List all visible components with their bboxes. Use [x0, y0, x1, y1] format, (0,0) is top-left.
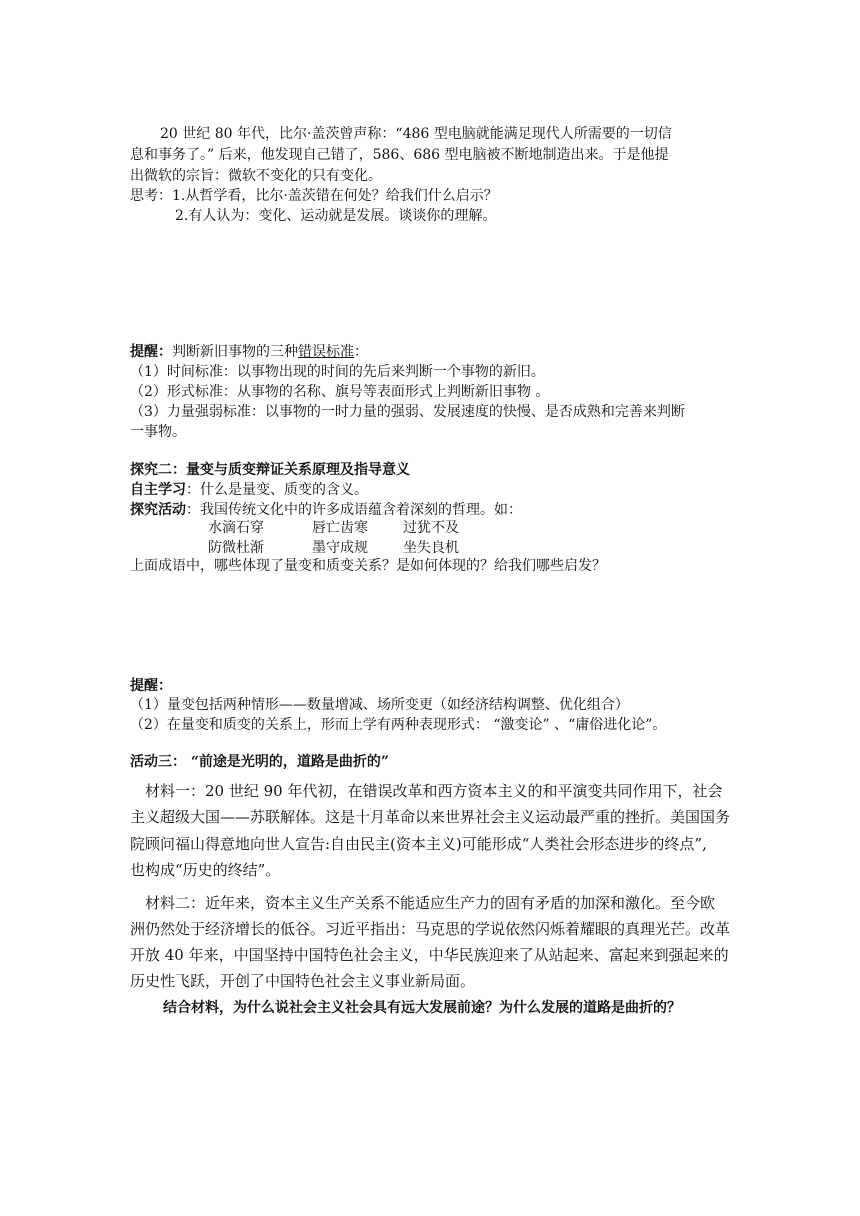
activity-label: 探究活动: [130, 502, 186, 518]
idiom: 墨守成规: [312, 540, 368, 556]
idiom: 坐失良机: [403, 540, 459, 556]
self-study-text: ：什么是量变、质变的含义。: [186, 482, 368, 498]
tip2-item-1: （1）量变包括两种情形——数量增减、场所变更（如经济结构调整、优化组合）: [130, 697, 629, 713]
intro-line-1: 20 世纪 80 年代，比尔·盖茨曾声称：“486 型电脑就能满足现代人所需要的一切信: [160, 126, 672, 142]
idiom: 水滴石穿: [208, 520, 264, 536]
idiom: 过犹不及: [403, 520, 459, 536]
material-1-line-1: 材料一：20 世纪 90 年代初，在错误改革和西方资本主义的和平演变共同作用下，社会: [145, 782, 723, 800]
activity-row: [130, 500, 522, 520]
self-study-row: [130, 480, 368, 500]
tip1-text-end: ：: [354, 344, 368, 360]
idiom: 防微杜渐: [208, 540, 264, 556]
activity-text: ：我国传统文化中的许多成语蕴含着深刻的哲理。如：: [186, 502, 522, 518]
material-2-line-2: 洲仍然处于经济增长的低谷。习近平指出：马克思的学说依然闪烁着耀眼的真理光芒。改革: [130, 920, 731, 938]
tip2-item-2: （2）在量变和质变的关系上，形而上学有两种表现形式： “激变论” 、“庸俗进化论”。: [130, 717, 667, 733]
material-1-line-4: 也构成“历史的终结”。: [130, 861, 281, 879]
idiom: 唇亡齿寒: [312, 520, 368, 536]
material-2-line-1: 材料二：近年来，资本主义生产关系不能适应生产力的固有矛盾的加深和激化。至今欧: [145, 894, 716, 912]
tip1-item-3: （3）力量强弱标准：以事物的一时力量的强弱、发展速度的快慢、是否成熟和完善来判断: [130, 404, 685, 420]
activity3-heading: 活动三： “前途是光明的，道路是曲折的”: [130, 754, 389, 770]
material-2-line-4: 历史性飞跃，开创了中国特色社会主义事业新局面。: [130, 972, 476, 990]
material-2-line-3: 开放 40 年来，中国坚持中国特色社会主义，中华民族迎来了从站起来、富起来到强起来的: [130, 946, 729, 964]
idiom-question: 上面成语中，哪些体现了量变和质变关系？是如何体现的？给我们哪些启发？: [130, 558, 606, 574]
material-1-line-3: 院顾问福山得意地向世人宣告:自由民主(资本主义)可能形成“人类社会形态进步的终点”,: [130, 835, 707, 853]
think-question-2: 2.有人认为：变化、运动就是发展。谈谈你的理解。: [175, 208, 497, 224]
self-study-label: 自主学习: [130, 482, 186, 498]
tip2-label: 提醒：: [130, 678, 172, 694]
tip1-item-2: （2）形式标准：从事物的名称、旗号等表面形式上判断新旧事物 。: [130, 384, 550, 400]
think-label: 思考：: [130, 188, 172, 204]
tip1-heading: [130, 342, 368, 362]
tip1-item-3-cont: 一事物。: [130, 424, 186, 440]
tip1-label: 提醒: [130, 344, 158, 360]
tip1-colon: ：: [158, 344, 172, 360]
think-question-1: 1.从哲学看，比尔·盖茨错在何处？给我们什么启示？: [172, 188, 498, 204]
material-1-line-2: 主义超级大国——苏联解体。这是十月革命以来世界社会主义运动最严重的挫折。美国国务: [130, 808, 731, 826]
inquiry2-heading: 探究二：量变与质变辩证关系原理及指导意义: [130, 462, 410, 478]
tip1-text: 判断新旧事物的三种: [172, 344, 298, 360]
intro-line-2: 息和事务了。” 后来，他发现自己错了，586、686 型电脑被不断地制造出来。于是他提: [130, 147, 669, 163]
think-row: [130, 186, 498, 206]
intro-line-3: 出微软的宗旨：微软不变化的只有变化。: [130, 168, 382, 184]
tip1-underlined-text: 错误标准: [298, 344, 354, 360]
activity3-question: 结合材料，为什么说社会主义社会具有远大发展前途？为什么发展的道路是曲折的？: [163, 1000, 681, 1016]
tip1-item-1: （1）时间标准：以事物出现的时间的先后来判断一个事物的新旧。: [130, 364, 545, 380]
